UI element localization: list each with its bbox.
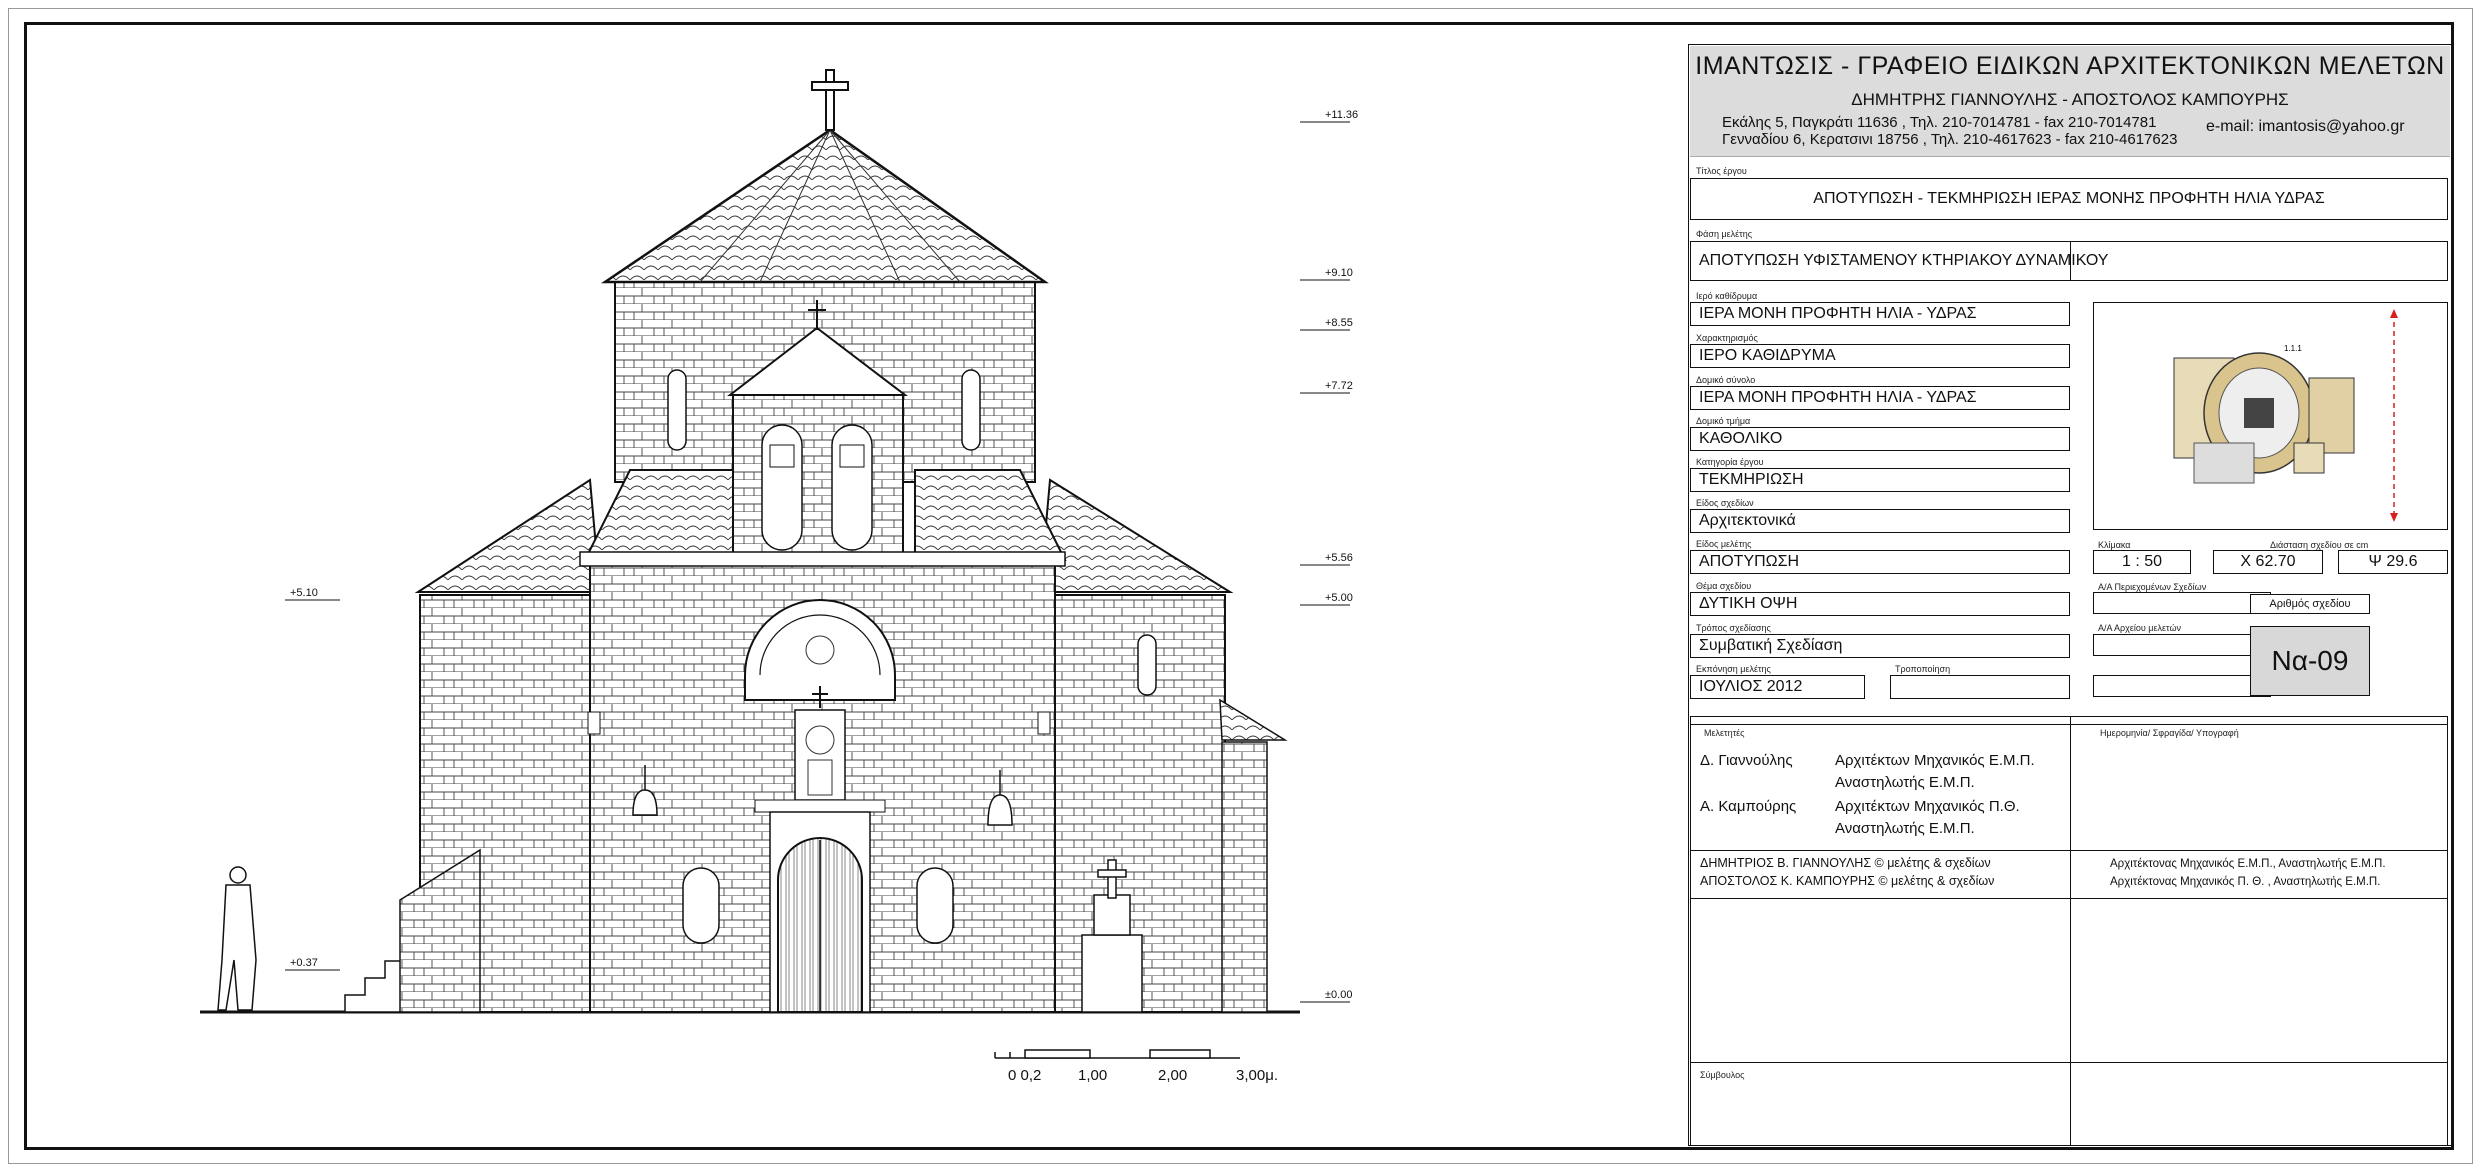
level-label: +8.55 — [1325, 317, 1353, 329]
field-label: Τίτλος έργου — [1696, 166, 1747, 176]
designer-2-name: Α. Καμπούρης — [1700, 798, 1797, 815]
subject-value: ΔΥΤΙΚΗ ΟΨΗ — [1699, 595, 1798, 612]
divider — [2070, 241, 2071, 281]
category-box — [1690, 468, 2070, 492]
left-roof — [418, 480, 600, 592]
designer-1-name: Δ. Γιαννούλης — [1700, 752, 1793, 769]
field-label: Είδος μελέτης — [1696, 539, 1752, 549]
archive-box — [2093, 634, 2271, 656]
dim-y-box — [2338, 550, 2448, 574]
scale-tick: 0 0,2 — [1008, 1067, 1042, 1084]
office-address-2: Γενναδίου 6, Κερατσινι 18756 , Τηλ. 210-4617623 - fax 210-4617623 — [1722, 131, 2178, 148]
dim-x-value: X 62.70 — [2240, 553, 2296, 570]
field-label: Δομικό σύνολο — [1696, 375, 1756, 385]
drawing-type-value: Αρχιτεκτονικά — [1699, 512, 1796, 529]
designer-1-role: Αρχιτέκτων Μηχανικός Ε.Μ.Π. — [1835, 752, 2035, 769]
level-label: +5.00 — [1325, 592, 1353, 604]
project-title: ΑΠΟΤΥΠΩΣΗ - ΤΕΚΜΗΡΙΩΣΗ ΙΕΡΑΣ ΜΟΝΗΣ ΠΡΟΦΗΤΗ ΗΛΙΑ ΥΔΡΑΣ — [1813, 190, 2325, 207]
divider — [2070, 716, 2071, 1146]
category-value: ΤΕΚΜΗΡΙΩΣΗ — [1699, 471, 1804, 488]
drawing-number: Να-09 — [2250, 626, 2370, 696]
plan-label: 1.1.1 — [2284, 344, 2302, 353]
scale-bar — [995, 1050, 1240, 1058]
dim-x-box — [2213, 550, 2323, 574]
stair-wall — [400, 850, 480, 1012]
advisor-label: Σύμβουλος — [1700, 1070, 1745, 1080]
date-stamp-label: Ημερομηνία/ Σφραγίδα/ Υπογραφή — [2100, 728, 2239, 738]
scale-tick: 2,00 — [1158, 1067, 1188, 1084]
designer-2-role: Αρχιτέκτων Μηχανικός Π.Θ. — [1835, 798, 2020, 815]
belfry — [733, 395, 903, 560]
part-box — [1690, 427, 2070, 451]
drawing-no-label: Αριθμός σχεδίου — [2269, 598, 2351, 610]
divider — [1690, 850, 2448, 851]
scale-box — [2093, 550, 2191, 574]
field-label: Ιερό καθίδρυμα — [1696, 291, 1758, 301]
office-title: ΙΜΑΝΤΩΣΙΣ - ΓΡΑΦΕΙΟ ΕΙΔΙΚΩΝ ΑΡΧΙΤΕΚΤΟΝΙΚΩΝ ΜΕΛΕΤΩΝ — [1695, 52, 2445, 80]
human-scale-figure — [218, 867, 256, 1010]
complex-value: ΙΕΡΑ ΜΟΝΗ ΠΡΟΦΗΤΗ ΗΛΙΑ - ΥΔΡΑΣ — [1699, 389, 1977, 406]
method-value: Συμβατική Σχεδίαση — [1699, 637, 1843, 654]
level-label: +9.10 — [1325, 267, 1353, 279]
level-label: +5.10 — [290, 587, 318, 599]
right-roof — [1040, 480, 1230, 592]
designer-2-role: Αναστηλωτής Ε.Μ.Π. — [1835, 820, 1975, 837]
drawing-no-label-box — [2250, 594, 2370, 614]
divider — [1690, 1062, 2448, 1063]
field-label: Τρόπος σχεδίασης — [1696, 623, 1771, 633]
field-label: Κατηγορία έργου — [1696, 457, 1764, 467]
complex-box — [1690, 386, 2070, 410]
level-label: +0.37 — [290, 957, 318, 969]
divider — [1690, 724, 2448, 725]
field-label: Είδος σχεδίων — [1696, 498, 1754, 508]
office-names: ΔΗΜΗΤΡΗΣ ΓΙΑΝΝΟΥΛΗΣ - ΑΠΟΣΤΟΛΟΣ ΚΑΜΠΟΥΡΗΣ — [1851, 90, 2289, 109]
execution-value: ΙΟΥΛΙΟΣ 2012 — [1699, 678, 1803, 695]
level-label: +5.56 — [1325, 552, 1353, 564]
part-value: ΚΑΘΟΛΙΚΟ — [1699, 430, 1783, 447]
revision-box — [1890, 675, 2070, 699]
project-title-box — [1690, 178, 2448, 220]
dim-y-value: Ψ 29.6 — [2368, 553, 2418, 570]
character-value: ΙΕΡΟ ΚΑΘΙΔΡΥΜΑ — [1699, 347, 1836, 364]
key-plan — [2094, 303, 2447, 529]
contents-box — [2093, 592, 2271, 614]
copyright-1: ΔΗΜΗΤΡΙΟΣ Β. ΓΙΑΝΝΟΥΛΗΣ © μελέτης & σχεδίων — [1700, 856, 1991, 870]
dome-cross — [812, 70, 848, 130]
character-box — [1690, 344, 2070, 368]
annex-roof — [1220, 700, 1285, 740]
field-label: Θέμα σχεδίου — [1696, 581, 1752, 591]
drawing-type-box — [1690, 509, 2070, 533]
method-box — [1690, 634, 2070, 658]
copyright-1-role: Αρχιτέκτονας Μηχανικός Ε.Μ.Π., Αναστηλωτής Ε.Μ.Π. — [2110, 858, 2386, 870]
phase-value: ΑΠΟΤΥΠΩΣΗ ΥΦΙΣΤΑΜΕΝΟΥ ΚΤΗΡΙΑΚΟΥ ΔΥΝΑΜΙΚΟΥ — [1699, 252, 2109, 269]
office-email: e-mail: imantosis@yahoo.gr — [2206, 118, 2405, 135]
study-type-box — [1690, 550, 2070, 574]
designers-block — [1690, 716, 2448, 1146]
right-window — [917, 868, 953, 943]
holy-value: ΙΕΡΑ ΜΟΝΗ ΠΡΟΦΗΤΗ ΗΛΙΑ - ΥΔΡΑΣ — [1699, 305, 1977, 322]
key-plan-box — [2093, 302, 2448, 530]
subject-box — [1690, 592, 2070, 616]
scale-value: 1 : 50 — [2121, 553, 2163, 570]
field-label: Κλίμακα — [2098, 540, 2131, 550]
level-label: +7.72 — [1325, 380, 1353, 392]
dome-roof — [605, 130, 1045, 282]
office-address-1: Εκάλης 5, Παγκράτι 11636 , Τηλ. 210-7014781 - fax 210-7014781 — [1722, 114, 2157, 131]
execution-box — [1690, 675, 1865, 699]
copyright-2-role: Αρχιτέκτονας Μηχανικός Π. Θ. , Αναστηλωτής Ε.Μ.Π. — [2110, 876, 2381, 888]
field-label: Τροποποίηση — [1895, 664, 1951, 674]
extra-box — [2093, 675, 2271, 697]
field-label: Εκπόνηση μελέτης — [1696, 664, 1771, 674]
scale-tick: 3,00μ. — [1236, 1067, 1279, 1084]
designers-label: Μελετητές — [1704, 728, 1745, 738]
nave-roof-right — [915, 470, 1065, 560]
copyright-2: ΑΠΟΣΤΟΛΟΣ Κ. ΚΑΜΠΟΥΡΗΣ © μελέτης & σχεδίων — [1700, 874, 1995, 888]
level-label: +11.36 — [1325, 109, 1359, 121]
field-label: Φάση μελέτης — [1696, 229, 1753, 239]
holy-box — [1690, 302, 2070, 326]
annex-wall — [1222, 742, 1267, 1012]
field-label: Διάσταση σχεδίου σε cm — [2270, 540, 2369, 550]
divider — [1690, 898, 2448, 899]
scale-tick: 1,00 — [1078, 1067, 1108, 1084]
study-type-value: ΑΠΟΤΥΠΩΣΗ — [1699, 553, 1800, 570]
nave-roof-left — [585, 470, 735, 560]
left-window — [683, 868, 719, 943]
designer-1-role: Αναστηλωτής Ε.Μ.Π. — [1835, 774, 1975, 791]
west-elevation-drawing — [150, 40, 1650, 1120]
field-label: Χαρακτηρισμός — [1696, 333, 1758, 343]
phase-box — [1690, 241, 2448, 281]
field-label: Α/Α Περιεχομένων Σχεδίων — [2098, 582, 2207, 592]
level-label: ±0.00 — [1325, 989, 1353, 1001]
field-label: Α/Α Αρχείου μελετών — [2098, 623, 2181, 633]
field-label: Δομικό τμήμα — [1696, 416, 1751, 426]
